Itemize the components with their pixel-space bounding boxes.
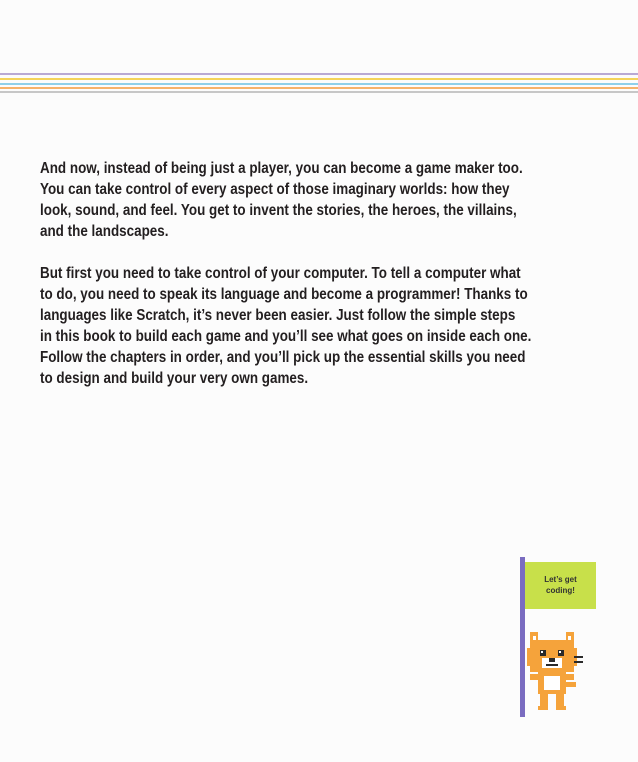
text-line: and the landscapes.	[40, 223, 169, 240]
flag-caption-line-2: coding!	[546, 586, 575, 595]
text-line: Follow the chapters in order, and you’ll pick up the essential skills you need	[40, 349, 526, 366]
text-line: You can take control of every aspect of those imaginary worlds: how they	[40, 181, 510, 198]
stripe-5	[0, 91, 638, 93]
cat-body	[527, 632, 583, 710]
flag-caption	[525, 574, 596, 596]
text-line: in this book to build each game and you’ll see what goes on inside each one.	[40, 328, 532, 345]
stripe-2	[0, 78, 638, 80]
paragraph-1	[40, 158, 599, 242]
paragraph-2	[40, 263, 599, 389]
stripe-3	[0, 83, 638, 85]
decorative-stripes	[0, 73, 638, 95]
text-line: look, sound, and feel. You get to invent the stories, the heroes, the villains,	[40, 202, 517, 219]
stripe-1	[0, 73, 638, 75]
text-line: And now, instead of being just a player, you can become a game maker too.	[40, 160, 523, 177]
stripe-4	[0, 87, 638, 89]
pixel-cat-icon	[526, 630, 586, 725]
flag-caption-line-1: Let’s get	[544, 575, 577, 584]
text-line: But first you need to take control of your computer. To tell a computer what	[40, 265, 521, 282]
text-line: to do, you need to speak its language and become a programmer! Thanks to	[40, 286, 528, 303]
text-line: to design and build your very own games.	[40, 370, 309, 387]
text-line: languages like Scratch, it’s never been easier. Just follow the simple steps	[40, 307, 516, 324]
intro-text	[40, 158, 599, 410]
